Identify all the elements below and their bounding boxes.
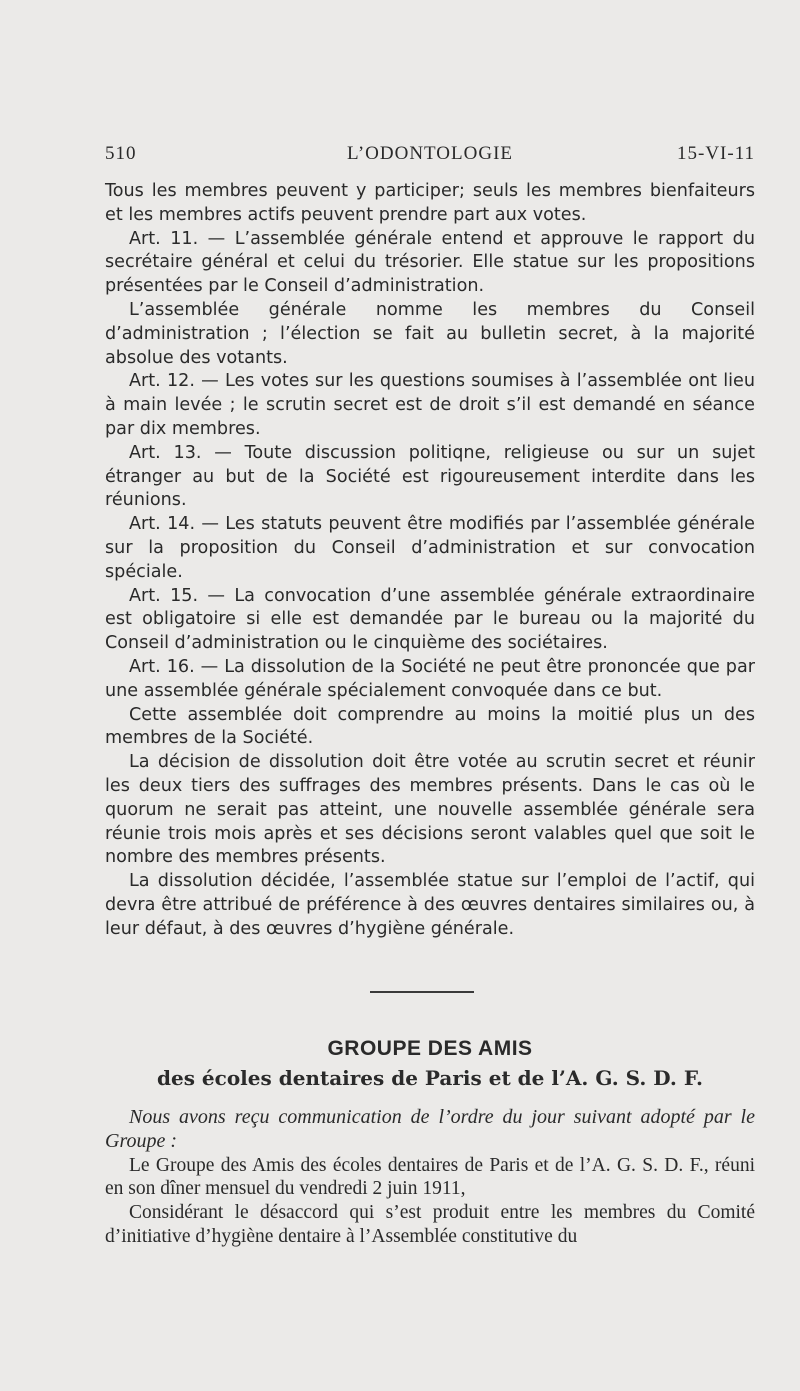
article-paragraph: Art. 15. — La convocation d’une assemblée générale extraordinaire est obligatoire si elle est demandée par le bureau ou la majorité du Conseil d’administration ou le cinquième des sociétaires. (105, 585, 755, 654)
running-head (105, 143, 755, 169)
article-paragraph: La décision de dissolution doit être votée au scrutin secret et réunir les deux tiers des suffrages des membres présents. Dans le cas où le quorum ne serait pas atteint, une nouvelle assemblée générale sera réunie trois mois après et ses décisions seront valables quel que soit le nombre des membres présents. (105, 752, 755, 868)
section-divider (370, 991, 474, 993)
article-paragraph: L’assemblée générale nomme les membres du Conseil d’administration ; l’élection se fait au bulletin secret, à la majorité absolue des votants. (105, 299, 755, 368)
section-intro: Nous avons reçu communication de l’ordre du jour suivant adopté par le Groupe : (105, 1106, 755, 1152)
section-body (105, 1106, 755, 1249)
section-subtitle: des écoles dentaires de Paris et de l’A. G. S. D. F. (157, 1066, 703, 1090)
article-paragraph: Art. 11. — L’assemblée générale entend et approuve le rapport du secrétaire général et celui du trésorier. Elle statue sur les propositions présentées par le Conseil d’administration. (105, 228, 755, 297)
article-paragraph: Art. 14. — Les statuts peuvent être modifiés par l’assemblée générale sur la proposition du Conseil d’administration et sur convocation spéciale. (105, 514, 755, 582)
journal-title: L’ODONTOLOGIE (346, 143, 514, 164)
article-paragraph: Tous les membres peuvent y participer; seuls les membres bienfaiteurs et les membres actifs peuvent prendre part aux votes. (105, 181, 755, 225)
article-paragraph: Art. 12. — Les votes sur les questions soumises à l’assemblée ont lieu à main levée ; le scrutin secret est de droit s’il est demandé en séance par dix membres. (105, 371, 755, 439)
article-paragraph: Art. 16. — La dissolution de la Société ne peut être prononcée que par une assemblée générale spécialement convoquée dans ce but. (105, 656, 755, 701)
section-paragraph: Le Groupe des Amis des écoles dentaires de Paris et de l’A. G. S. D. F., réuni en son dîner mensuel du vendredi 2 juin 1911, (105, 1154, 755, 1200)
article-paragraph: La dissolution décidée, l’assemblée statue sur l’emploi de l’actif, qui devra être attribué de préférence à des œuvres dentaires similaires ou, à leur défaut, à des œuvres d’hygiène générale. (105, 871, 755, 939)
statutes-text (105, 180, 755, 942)
issue-date: 15-VI-11 (677, 143, 755, 164)
page-number: 510 (105, 143, 137, 164)
section-paragraph: Considérant le désaccord qui s’est produit entre les membres du Comité d’initiative d’hygiène dentaire à l’Assemblée constitutive du (105, 1202, 755, 1247)
article-paragraph: Cette assemblée doit comprendre au moins la moitié plus un des membres de la Société. (105, 704, 755, 749)
article-paragraph: Art. 13. — Toute discussion politiqne, religieuse ou sur un sujet étranger au but de la Société est rigoureusement interdite dans les réunions. (105, 442, 755, 511)
section-title: GROUPE DES AMIS (327, 1037, 533, 1060)
